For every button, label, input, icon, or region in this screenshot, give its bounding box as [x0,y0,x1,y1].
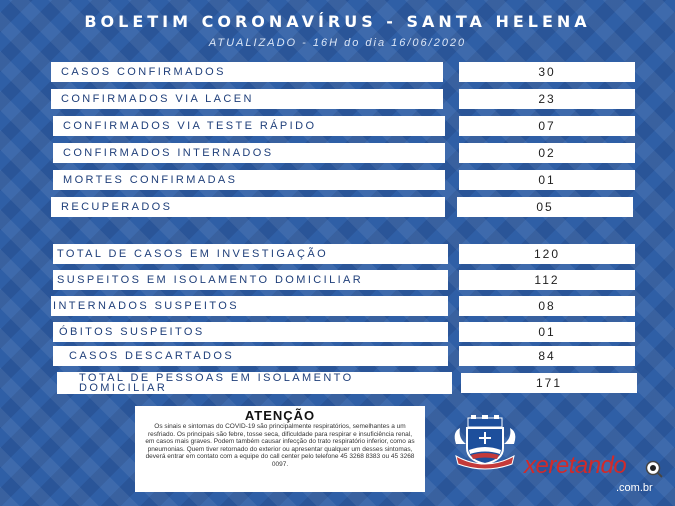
stat-value: 120 [459,244,635,264]
stat-label: CONFIRMADOS INTERNADOS [53,143,445,163]
stat-label: TOTAL DE CASOS EM INVESTIGAÇÃO [53,244,448,264]
eye-icon [645,460,663,478]
attention-notice [135,406,425,492]
stat-label: ÓBITOS SUSPEITOS [53,322,448,342]
stat-label: CONFIRMADOS VIA TESTE RÁPIDO [53,116,445,136]
stat-label: SUSPEITOS EM ISOLAMENTO DOMICILIAR [53,270,448,290]
stat-value: 112 [459,270,635,290]
stat-value: 01 [459,322,635,342]
stat-value: 84 [459,346,635,366]
notice-title: ATENÇÃO [244,408,316,423]
stat-label: RECUPERADOS [51,197,445,217]
brand-logo [524,452,626,480]
stat-value: 30 [459,62,635,82]
stat-value: 05 [457,197,633,217]
stat-value: 23 [459,89,635,109]
stat-value: 02 [459,143,635,163]
notice-body: Os sinais e sintomas do COVID-19 são principalmente respiratórios, semelhantes a um resfriado. Os principais são febre, tosse seca, dificuldade para respirar e insuficiência renal, em casos mais graves. Podem também causar infecção do trato respiratório inferior, como as pneumonias. Quem tiver retornado do exterior ou apresentar qualquer um desses sintomas, deverá entrar em contato com a equipe do call center pelo telefone 45 3268 8383 ou 45 3268 0097. [145,423,415,468]
page-title: BOLETIM CORONAVÍRUS - SANTA HELENA [84,12,591,31]
stat-label: MORTES CONFIRMADAS [53,170,445,190]
brand-domain: .com.br [616,482,653,494]
stat-label: TOTAL DE PESSOAS EM ISOLAMENTO DOMICILIAR [57,372,452,394]
stat-value: 171 [461,373,637,393]
stat-label: CASOS CONFIRMADOS [51,62,443,82]
brand-name: xeretando [524,452,627,479]
page-subtitle: ATUALIZADO - 16H do dia 16/06/2020 [208,37,467,49]
stat-label: CASOS DESCARTADOS [53,346,448,366]
stat-value: 07 [459,116,635,136]
stat-value: 08 [459,296,635,316]
stat-label: CONFIRMADOS VIA LACEN [51,89,443,109]
stat-value: 01 [459,170,635,190]
stat-label: INTERNADOS SUSPEITOS [51,296,448,316]
municipal-crest-icon [450,414,520,472]
